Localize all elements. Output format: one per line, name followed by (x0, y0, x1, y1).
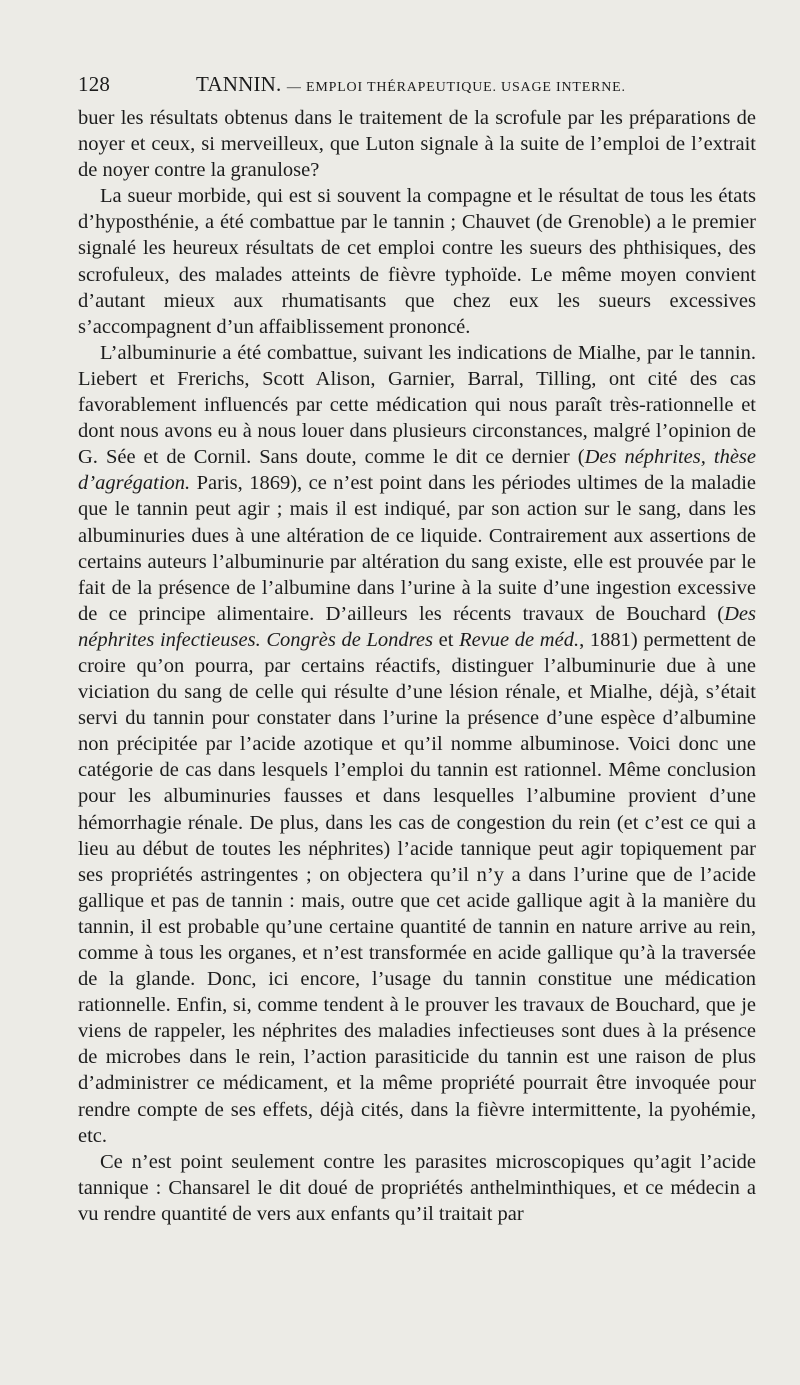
running-title-subject: — EMPLOI THÉRAPEUTIQUE. USAGE INTERNE. (286, 80, 626, 95)
text-run: L’albuminurie a été combattue, suivant les indications de Mialhe, par le tannin. Liebert et Frerichs, Scott Alison, Garnier, Barral, Tilling, ont cité des cas favorablement influencés par cette médication qui nous paraît très-rationnelle et dont nous avons eu à nous louer dans plusieurs circonstances, malgré l’opinion de G. Sée et de Cornil. Sans doute, comme le dit ce dernier ( (78, 341, 756, 469)
text-run: , 1881) permettent de croire qu’on pourra, par certains réactifs, distinguer l’albuminurie due à une viciation du sang de celle qui résulte d’une lésion rénale, et Mialhe, déjà, s’était servi du tannin pour constater dans l’urine la présence d’une espèce d’albumine non précipitée par l’acide azotique et qu’il nomme albuminose. Voici donc une catégorie de cas dans lesquels l’emploi du tannin est rationnel. Même conclusion pour les albuminuries fausses et dans lesquelles l’albumine provient d’une hémorrhagie rénale. De plus, dans les cas de congestion du rein (et c’est ce qui a lieu au début de toutes les néphrites) l’acide tannique peut agir topiquement par ses propriétés astringentes ; on objectera qu’il n’y a dans l’urine que de l’acide gallique et pas de tannin : mais, outre que cet acide gallique agit à la manière du tannin, il est probable qu’une certaine quantité de tannin en nature arrive au rein, comme à tous les organes, et n’est transformée en acide gallique qu’à la traversée de la glande. Donc, ici encore, l’usage du tannin constitue une médication rationnelle. Enfin, si, comme tendent à le prouver les travaux de Bouchard, que je viens de rappeler, les néphrites des maladies infectieuses sont dues à la présence de microbes dans le rein, l’action parasiticide du tannin est une raison de plus d’administrer ce médicament, et la même propriété pourrait être invoquée pour rendre compte de ses effets, déjà cités, dans la fièvre intermittente, la pyohémie, etc. (78, 628, 756, 1147)
paragraph-continued: buer les résultats obtenus dans le traitement de la scrofule par les préparations de noyer et ceux, si merveilleux, que Luton signale à la suite de l’emploi de l’extrait de noyer contre la granulose? (78, 107, 756, 182)
paragraph-albuminuria (78, 340, 756, 1149)
running-title-main: TANNIN. (196, 72, 282, 96)
paragraph-sweat: La sueur morbide, qui est si souvent la compagne et le résultat de tous les états d’hyposthénie, a été combattue par le tannin ; Chauvet (de Grenoble) a le premier signalé les heureux résultats de cet emploi contre les sueurs des phthisiques, des scrofuleux, des malades atteints de fièvre typhoïde. Le même moyen convient d’autant mieux aux rhumatisants que chez eux les sueurs excessives s’accompagnent d’un affaiblissement prononcé. (78, 185, 756, 338)
paragraph-parasites: Ce n’est point seulement contre les parasites microscopiques qu’agit l’acide tannique : Chansarel le dit doué de propriétés anthelminthiques, et ce médecin a vu rendre quantité de vers aux enfants qu’il traitait par (78, 1150, 756, 1225)
page-body (78, 105, 756, 1227)
citation-title: Des néphrites, thèse d’agrégation. (78, 446, 757, 495)
citation-title: Revue de méd. (459, 628, 580, 651)
text-run: Paris, 1869), ce n’est point dans les périodes ultimes de la maladie que le tannin peut agir ; mais il est indiqué, par son action sur le sang, dans les albuminuries dues à une altération de ce liquide. Contrairement aux assertions de certains auteurs l’albuminurie par altération du sang existe, elle est prouvée par le fait de la présence de l’albumine dans l’urine à la suite d’une ingestion excessive de ce principe alimentaire. D’ailleurs les récents travaux de Bouchard ( (78, 472, 756, 625)
page-number: 128 (78, 72, 111, 96)
running-header (78, 68, 756, 98)
running-title (196, 72, 626, 97)
citation-title: Des néphrites infectieuses. Congrès de Londres (78, 602, 756, 651)
text-run: et (432, 628, 460, 651)
